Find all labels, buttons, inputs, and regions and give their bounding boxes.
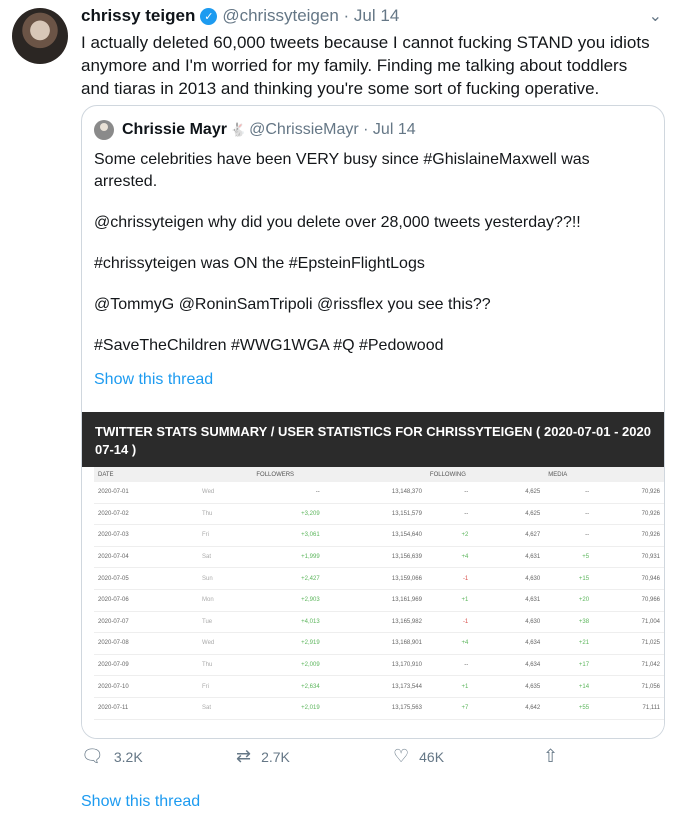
- stats-title-line: 07-14 ): [95, 442, 137, 457]
- quoted-paragraph: Some celebrities have been VERY busy since #GhislaineMaxwell was arrested.: [94, 151, 590, 190]
- row-followers: 13,170,910: [324, 654, 426, 676]
- stats-title-line: TWITTER STATS SUMMARY / USER STATISTICS FOR CHRISSYTEIGEN ( 2020-07-01 - 2020: [95, 424, 651, 439]
- row-day: Wed: [198, 482, 252, 503]
- like-count: 46K: [419, 748, 445, 765]
- table-row: [94, 676, 664, 698]
- row-followers: 13,173,544: [324, 676, 426, 698]
- share-button[interactable]: [543, 746, 568, 767]
- row-following-change: --: [426, 654, 472, 676]
- col-header-following: FOLLOWING: [426, 467, 544, 482]
- reply-button[interactable]: [81, 746, 143, 767]
- quoted-paragraph: #SaveTheChildren #WWG1WGA #Q #Pedowood: [94, 337, 444, 354]
- row-following: 4,625: [472, 503, 544, 525]
- table-row: [94, 568, 664, 590]
- stats-image: [82, 412, 664, 738]
- row-following-change: +1: [426, 589, 472, 611]
- row-followers-change: +3,061: [252, 525, 323, 547]
- row-day: Fri: [198, 676, 252, 698]
- table-row: [94, 525, 664, 547]
- row-following-change: +2: [426, 525, 472, 547]
- row-following: 4,634: [472, 654, 544, 676]
- row-following: 4,625: [472, 482, 544, 503]
- avatar[interactable]: [12, 8, 68, 64]
- heart-icon: ♡: [393, 746, 410, 766]
- quoted-paragraph: @TommyG @RoninSamTripoli @rissflex you see this??: [94, 296, 491, 313]
- row-followers-change: +2,903: [252, 589, 323, 611]
- row-date: 2020-07-02: [94, 503, 198, 525]
- row-media: 70,931: [593, 546, 664, 568]
- row-followers-change: --: [252, 482, 323, 503]
- row-followers: 13,148,370: [324, 482, 426, 503]
- verified-badge-icon: ✓: [200, 8, 217, 25]
- row-media-change: +55: [544, 697, 593, 719]
- row-following-change: +4: [426, 633, 472, 655]
- row-day: Fri: [198, 525, 252, 547]
- row-media: 71,025: [593, 633, 664, 655]
- row-date: 2020-07-11: [94, 697, 198, 719]
- row-following: 4,630: [472, 568, 544, 590]
- like-button[interactable]: [393, 746, 444, 767]
- quoted-show-thread-link[interactable]: Show this thread: [94, 371, 214, 388]
- row-media: 70,926: [593, 482, 664, 503]
- row-day: Mon: [198, 589, 252, 611]
- row-date: 2020-07-08: [94, 633, 198, 655]
- table-row: [94, 697, 664, 719]
- row-media-change: +38: [544, 611, 593, 633]
- row-media-change: --: [544, 503, 593, 525]
- reply-icon: 🗨: [81, 746, 104, 766]
- row-media-change: +21: [544, 633, 593, 655]
- row-followers: 13,151,579: [324, 503, 426, 525]
- quoted-handle-date: @ChrissieMayr · Jul 14: [249, 121, 416, 138]
- row-day: Wed: [198, 633, 252, 655]
- row-following: 4,627: [472, 525, 544, 547]
- table-row: [94, 503, 664, 525]
- reply-count: 3.2K: [113, 748, 143, 765]
- table-row: [94, 482, 664, 503]
- row-followers: 13,161,969: [324, 589, 426, 611]
- row-media-change: +14: [544, 676, 593, 698]
- row-media-change: +17: [544, 654, 593, 676]
- row-date: 2020-07-03: [94, 525, 198, 547]
- row-media: 70,926: [593, 503, 664, 525]
- row-media: 70,946: [593, 568, 664, 590]
- chevron-down-icon[interactable]: ⌄: [648, 8, 662, 25]
- row-following: 4,642: [472, 697, 544, 719]
- row-day: Tue: [198, 611, 252, 633]
- col-header-followers: FOLLOWERS: [252, 467, 426, 482]
- row-date: 2020-07-10: [94, 676, 198, 698]
- table-row: [94, 546, 664, 568]
- display-name[interactable]: chrissy teigen: [81, 6, 196, 25]
- table-row: [94, 611, 664, 633]
- row-following-change: -1: [426, 611, 472, 633]
- row-following: 4,634: [472, 633, 544, 655]
- row-media: 71,111: [593, 697, 664, 719]
- row-following-change: -1: [426, 568, 472, 590]
- retweet-count: 2.7K: [261, 748, 290, 765]
- row-date: 2020-07-05: [94, 568, 198, 590]
- row-following-change: +4: [426, 546, 472, 568]
- col-header-date: DATE: [94, 467, 252, 482]
- tweet-actions: [81, 746, 601, 770]
- row-following: 4,635: [472, 676, 544, 698]
- quoted-display-name: Chrissie Mayr: [122, 121, 227, 138]
- row-date: 2020-07-07: [94, 611, 198, 633]
- row-media: 70,966: [593, 589, 664, 611]
- row-followers-change: +2,009: [252, 654, 323, 676]
- row-followers: 13,175,563: [324, 697, 426, 719]
- row-followers-change: +3,209: [252, 503, 323, 525]
- row-followers: 13,168,901: [324, 633, 426, 655]
- share-icon: ⇧: [543, 746, 559, 766]
- rabbit-icon: 🐇: [229, 122, 247, 137]
- table-row: [94, 654, 664, 676]
- row-day: Sat: [198, 546, 252, 568]
- row-media-change: +15: [544, 568, 593, 590]
- row-followers: 13,156,639: [324, 546, 426, 568]
- quoted-avatar: [94, 120, 114, 140]
- row-followers-change: +2,634: [252, 676, 323, 698]
- row-followers-change: +2,019: [252, 697, 323, 719]
- row-day: Thu: [198, 654, 252, 676]
- tweet-text: I actually deleted 60,000 tweets because I cannot fucking STAND you idiots anymore and I'm worried for my family. Finding me talking about toddlers and tiaras in 2013 and thinking you're some sort of fucking operative.: [81, 33, 650, 98]
- quoted-paragraph: @chrissyteigen why did you delete over 28,000 tweets yesterday??!!: [94, 214, 581, 231]
- show-thread-link[interactable]: Show this thread: [81, 793, 201, 810]
- stats-table: [94, 467, 664, 720]
- row-media: 70,926: [593, 525, 664, 547]
- quoted-tweet-text: [94, 149, 654, 376]
- col-header-media: MEDIA: [544, 467, 664, 482]
- row-media: 71,056: [593, 676, 664, 698]
- row-followers: 13,154,640: [324, 525, 426, 547]
- row-followers-change: +2,919: [252, 633, 323, 655]
- row-media-change: --: [544, 525, 593, 547]
- row-day: Thu: [198, 503, 252, 525]
- stats-title: [82, 412, 664, 467]
- table-row: [94, 589, 664, 611]
- row-day: Sat: [198, 697, 252, 719]
- table-row: [94, 633, 664, 655]
- handle-date[interactable]: @chrissyteigen · Jul 14: [222, 6, 400, 25]
- row-date: 2020-07-01: [94, 482, 198, 503]
- row-following-change: --: [426, 503, 472, 525]
- row-date: 2020-07-06: [94, 589, 198, 611]
- row-following-change: +7: [426, 697, 472, 719]
- row-followers-change: +2,427: [252, 568, 323, 590]
- quoted-tweet[interactable]: [81, 105, 665, 739]
- row-followers: 13,165,982: [324, 611, 426, 633]
- retweet-button[interactable]: [236, 746, 290, 767]
- retweet-icon: ⇄: [236, 746, 252, 766]
- row-followers-change: +1,999: [252, 546, 323, 568]
- row-following-change: +1: [426, 676, 472, 698]
- row-media-change: +20: [544, 589, 593, 611]
- tweet-header: [81, 4, 399, 28]
- quoted-tweet-header: [94, 120, 416, 140]
- row-following: 4,631: [472, 546, 544, 568]
- row-following-change: --: [426, 482, 472, 503]
- row-media: 71,004: [593, 611, 664, 633]
- row-day: Sun: [198, 568, 252, 590]
- row-following: 4,630: [472, 611, 544, 633]
- row-followers-change: +4,013: [252, 611, 323, 633]
- row-media-change: --: [544, 482, 593, 503]
- row-media-change: +5: [544, 546, 593, 568]
- row-media: 71,042: [593, 654, 664, 676]
- row-date: 2020-07-04: [94, 546, 198, 568]
- quoted-paragraph: #chrissyteigen was ON the #EpsteinFlightLogs: [94, 255, 425, 272]
- row-following: 4,631: [472, 589, 544, 611]
- row-followers: 13,159,066: [324, 568, 426, 590]
- row-date: 2020-07-09: [94, 654, 198, 676]
